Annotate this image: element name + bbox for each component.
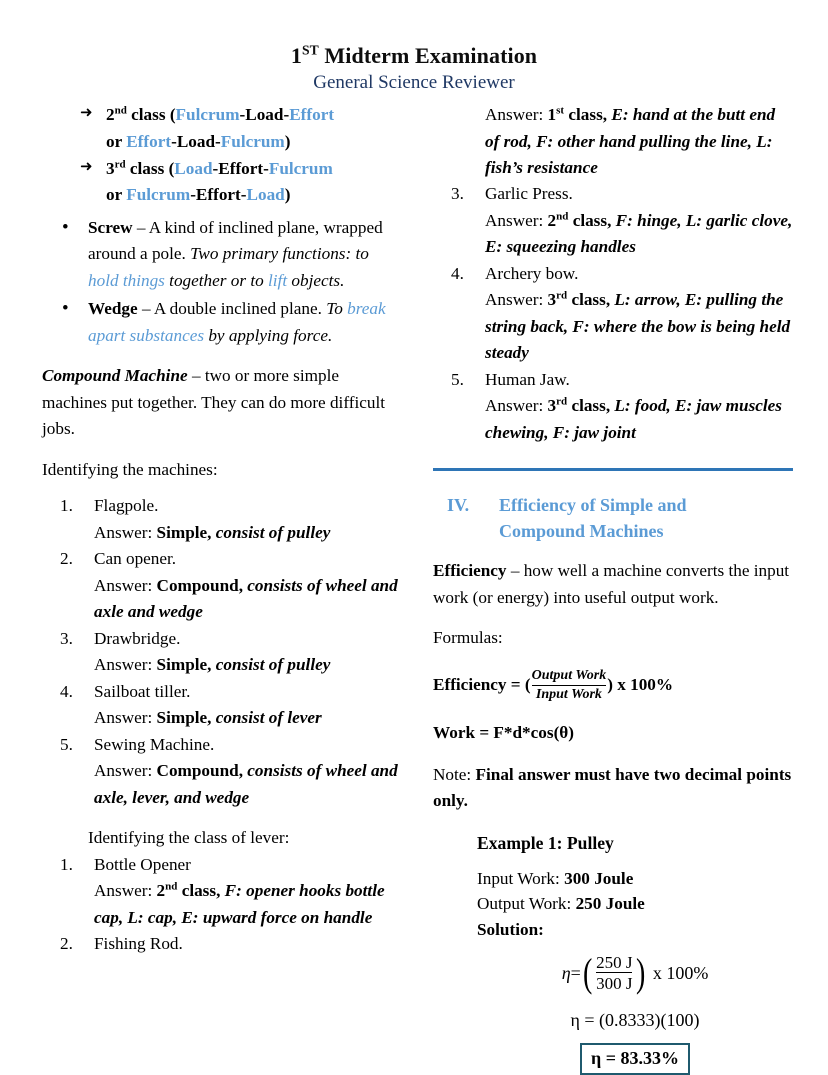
lever-answer (485, 287, 793, 366)
left-paren: ( (582, 950, 593, 996)
list-item (80, 102, 399, 155)
machine-name: Can opener. (94, 549, 177, 569)
text-run: Effort (289, 105, 335, 125)
list-item (60, 852, 399, 931)
text-run: ) (284, 185, 291, 205)
lever-class-number: 3rd class, (547, 395, 611, 416)
solution-step-1 (477, 950, 793, 996)
text-run: Fulcrum (175, 105, 240, 125)
solution-fraction-numerator: 250 J (596, 953, 633, 973)
right-column (433, 102, 793, 1075)
ordinal-suffix: rd (114, 158, 126, 171)
work-formula: Work = F*d*cos(θ) (433, 723, 574, 743)
lever-answer-detail: F: opener hooks bottle cap, L: cap, E: upward force on handle (94, 881, 385, 927)
text-run: break apart substances (88, 299, 386, 345)
text-run: lift (268, 270, 288, 290)
lever-class-number: 2nd class, (547, 210, 612, 230)
text-run: – A kind of inclined plane, wrapped around a pole. (88, 217, 383, 264)
lever-answer-detail: L: arrow, E: pulling the string back, F: where the bow is being held steady (485, 290, 791, 363)
machine-answer (94, 652, 399, 678)
text-run: Load (174, 159, 213, 178)
list-item (60, 679, 399, 732)
final-answer-box: η = 83.33% (580, 1043, 690, 1075)
machine-name: Sailboat tiller. (94, 681, 191, 701)
answer-label: Answer: (485, 290, 548, 310)
text-run: - (239, 105, 246, 125)
page-subtitle: General Science Reviewer (313, 72, 515, 94)
text-run: Wedge (88, 299, 138, 319)
list-item (60, 296, 399, 349)
answer-label: Answer: (485, 105, 548, 125)
lever-class-number: 2nd class, (156, 880, 221, 901)
lever-answer (485, 393, 793, 446)
text-run: Fulcrum (220, 131, 285, 151)
list-item (60, 732, 399, 811)
ordinal-suffix: rd (556, 395, 568, 408)
text-run: - (283, 105, 290, 125)
section-numeral: IV. (447, 495, 470, 516)
lever-name: Garlic Press. (485, 184, 573, 204)
solution-step-2: η = (0.8333)(100) (570, 1009, 700, 1030)
document-header (0, 0, 828, 94)
text-run: Load (246, 185, 285, 205)
machine-name: Sewing Machine. (94, 734, 215, 754)
input-work-value: 300 Joule (564, 868, 634, 888)
list-item (60, 546, 399, 625)
text-run: objects. (287, 270, 345, 290)
text-run: hold things (88, 270, 165, 290)
efficiency-definition: – how well a machine converts the input work (or energy) into useful output work. (433, 561, 790, 607)
two-column-body (0, 102, 828, 1075)
section-title-line1: Efficiency of Simple and (499, 495, 687, 516)
fraction-denominator: Input Work (532, 685, 607, 703)
answer-type: Compound, (156, 761, 243, 781)
lever-answer-detail: E: hand at the butt end of rod, F: other hand pulling the line, L: fish’s resistance (485, 105, 776, 177)
lever-answer-continued (433, 102, 793, 181)
text-run: 3 (106, 159, 115, 178)
compound-machine-paragraph (42, 363, 399, 442)
solution-fraction (596, 953, 632, 994)
text-run: Load (176, 131, 216, 151)
answer-label: Answer: (94, 881, 157, 901)
text-run: together or to (164, 270, 268, 290)
lever-class-number: 1st class, (547, 104, 608, 125)
left-column (42, 102, 399, 1075)
compound-machine-definition: – two or more simple machines put together. They can do more difficult jobs. (42, 366, 386, 439)
text-run: ) (284, 131, 291, 151)
efficiency-formula-rhs: ) x 100% (607, 675, 674, 695)
output-work-label: Output Work: (477, 894, 576, 914)
example-output-work (477, 891, 793, 917)
text-run: Fulcrum (126, 185, 191, 205)
list-item (451, 181, 793, 260)
answer-label: Answer: (94, 522, 157, 542)
list-item (60, 931, 399, 957)
solution-label: Solution: (477, 920, 544, 940)
list-item (60, 215, 399, 294)
text-run: Effort (195, 185, 241, 205)
machine-answer (94, 705, 399, 731)
section-divider (433, 468, 793, 471)
lever-answer-detail: F: hinge, L: garlic clove, E: squeezing handles (485, 210, 793, 257)
answer-detail: consists of wheel and axle and wedge (94, 575, 398, 622)
ordinal-suffix: nd (114, 104, 127, 117)
machine-name: Flagpole. (94, 496, 159, 516)
text-run: 2 (106, 105, 115, 125)
answer-detail: consist of pulley (211, 655, 331, 675)
answer-label: Answer: (485, 396, 548, 416)
efficiency-paragraph (433, 558, 793, 611)
note-text: Final answer must have two decimal points only. (433, 764, 792, 811)
solution-suffix: x 100% (652, 962, 709, 983)
list-number: 5. (451, 369, 464, 389)
answer-label: Answer: (94, 761, 157, 781)
answer-label: Answer: (485, 210, 548, 230)
text-run: Fulcrum (268, 159, 333, 178)
lever-name: Bottle Opener (94, 854, 191, 874)
text-run: or (106, 131, 127, 151)
answer-label: Answer: (94, 655, 157, 675)
levers-list-right (433, 181, 793, 446)
lever-class-line2 (106, 132, 290, 151)
list-item (80, 156, 399, 209)
lever-class-list (42, 102, 399, 209)
identifying-machines-label: Identifying the machines: (42, 459, 218, 479)
efficiency-formula (433, 668, 793, 703)
note-paragraph (433, 762, 793, 815)
text-run: - (240, 185, 247, 205)
formulas-label: Formulas: (433, 628, 503, 648)
text-run: by applying force. (204, 325, 333, 345)
ordinal-suffix: nd (556, 210, 569, 223)
title-rest: Midterm Examination (318, 43, 538, 68)
list-item (451, 261, 793, 367)
levers-list-left (42, 852, 399, 958)
machine-answer (94, 758, 399, 811)
lever-class-number: 3rd class, (547, 289, 611, 310)
note-label: Note: (433, 764, 476, 784)
section-title-line2: Compound Machines (499, 520, 664, 541)
answer-detail: consist of lever (211, 708, 322, 728)
efficiency-formula-lhs: Efficiency = ( (433, 675, 531, 695)
efficiency-fraction (532, 668, 607, 703)
section-heading (447, 493, 793, 544)
machines-list (42, 493, 399, 811)
lever-answer (485, 102, 793, 181)
lever-answer (485, 208, 793, 261)
input-work-label: Input Work: (477, 868, 565, 888)
answer-label: Answer: (94, 575, 157, 595)
machine-answer (94, 520, 399, 546)
simple-machines-list (42, 215, 399, 349)
text-run: Load (245, 105, 284, 125)
ordinal-suffix: nd (165, 880, 178, 893)
right-paren: ) (636, 950, 646, 996)
answer-type: Compound, (156, 575, 243, 595)
ordinal-suffix: st (556, 104, 565, 117)
list-number: 3. (451, 184, 464, 204)
text-run: class ( (125, 159, 175, 178)
list-item (60, 493, 399, 546)
lever-name: Archery bow. (485, 263, 579, 283)
list-number: 4. (451, 263, 464, 283)
solution-fraction-denominator: 300 J (596, 974, 633, 994)
title-ordinal-suffix: ST (301, 42, 319, 58)
title-prefix: 1 (290, 43, 302, 68)
answer-detail: consist of pulley (211, 522, 331, 542)
ordinal-suffix: rd (556, 289, 568, 302)
text-run: - (171, 131, 177, 151)
answer-type: Simple, (156, 708, 212, 728)
text-run: Two primary functions: to (190, 244, 369, 264)
list-item (60, 626, 399, 679)
example-input-work (477, 866, 793, 892)
lever-class-line1 (106, 105, 334, 124)
lever-answer (94, 878, 399, 931)
final-answer-wrap (477, 1043, 793, 1075)
example-block (477, 833, 793, 1075)
text-run: Screw (88, 217, 133, 237)
efficiency-term: Efficiency (433, 561, 507, 581)
machine-name: Drawbridge. (94, 628, 181, 648)
equals-sign: = (570, 962, 581, 983)
text-run: Effort (126, 131, 172, 151)
compound-machine-term: Compound Machine (42, 366, 188, 386)
text-run: - (263, 159, 269, 178)
identifying-lever-label: Identifying the class of lever: (88, 828, 290, 848)
eta-symbol: η (561, 962, 571, 983)
text-run: or (106, 185, 127, 205)
page-title (0, 44, 828, 68)
answer-label: Answer: (94, 708, 157, 728)
lever-class-line2 (106, 185, 290, 204)
text-run: class ( (126, 105, 176, 125)
lever-name: Fishing Rod. (94, 934, 183, 954)
section-title (499, 493, 793, 544)
list-item (451, 367, 793, 446)
lever-class-line1 (106, 159, 333, 178)
text-run: - (190, 185, 196, 205)
answer-type: Simple, (156, 655, 212, 675)
text-run: - (212, 159, 219, 178)
fraction-numerator: Output Work (531, 667, 607, 683)
output-work-value: 250 Joule (575, 894, 645, 914)
answer-type: Simple, (156, 522, 212, 542)
lever-name: Human Jaw. (485, 369, 570, 389)
text-run: - (215, 131, 221, 151)
answer-detail: consists of wheel and axle, lever, and wedge (94, 761, 398, 807)
lever-answer-detail: L: food, E: jaw muscles chewing, F: jaw joint (485, 396, 782, 442)
machine-answer (94, 573, 399, 626)
text-run: To (326, 299, 348, 319)
text-run: – A double inclined plane. (137, 299, 327, 319)
text-run: Effort (218, 159, 264, 178)
example-title: Example 1: Pulley (477, 832, 614, 853)
